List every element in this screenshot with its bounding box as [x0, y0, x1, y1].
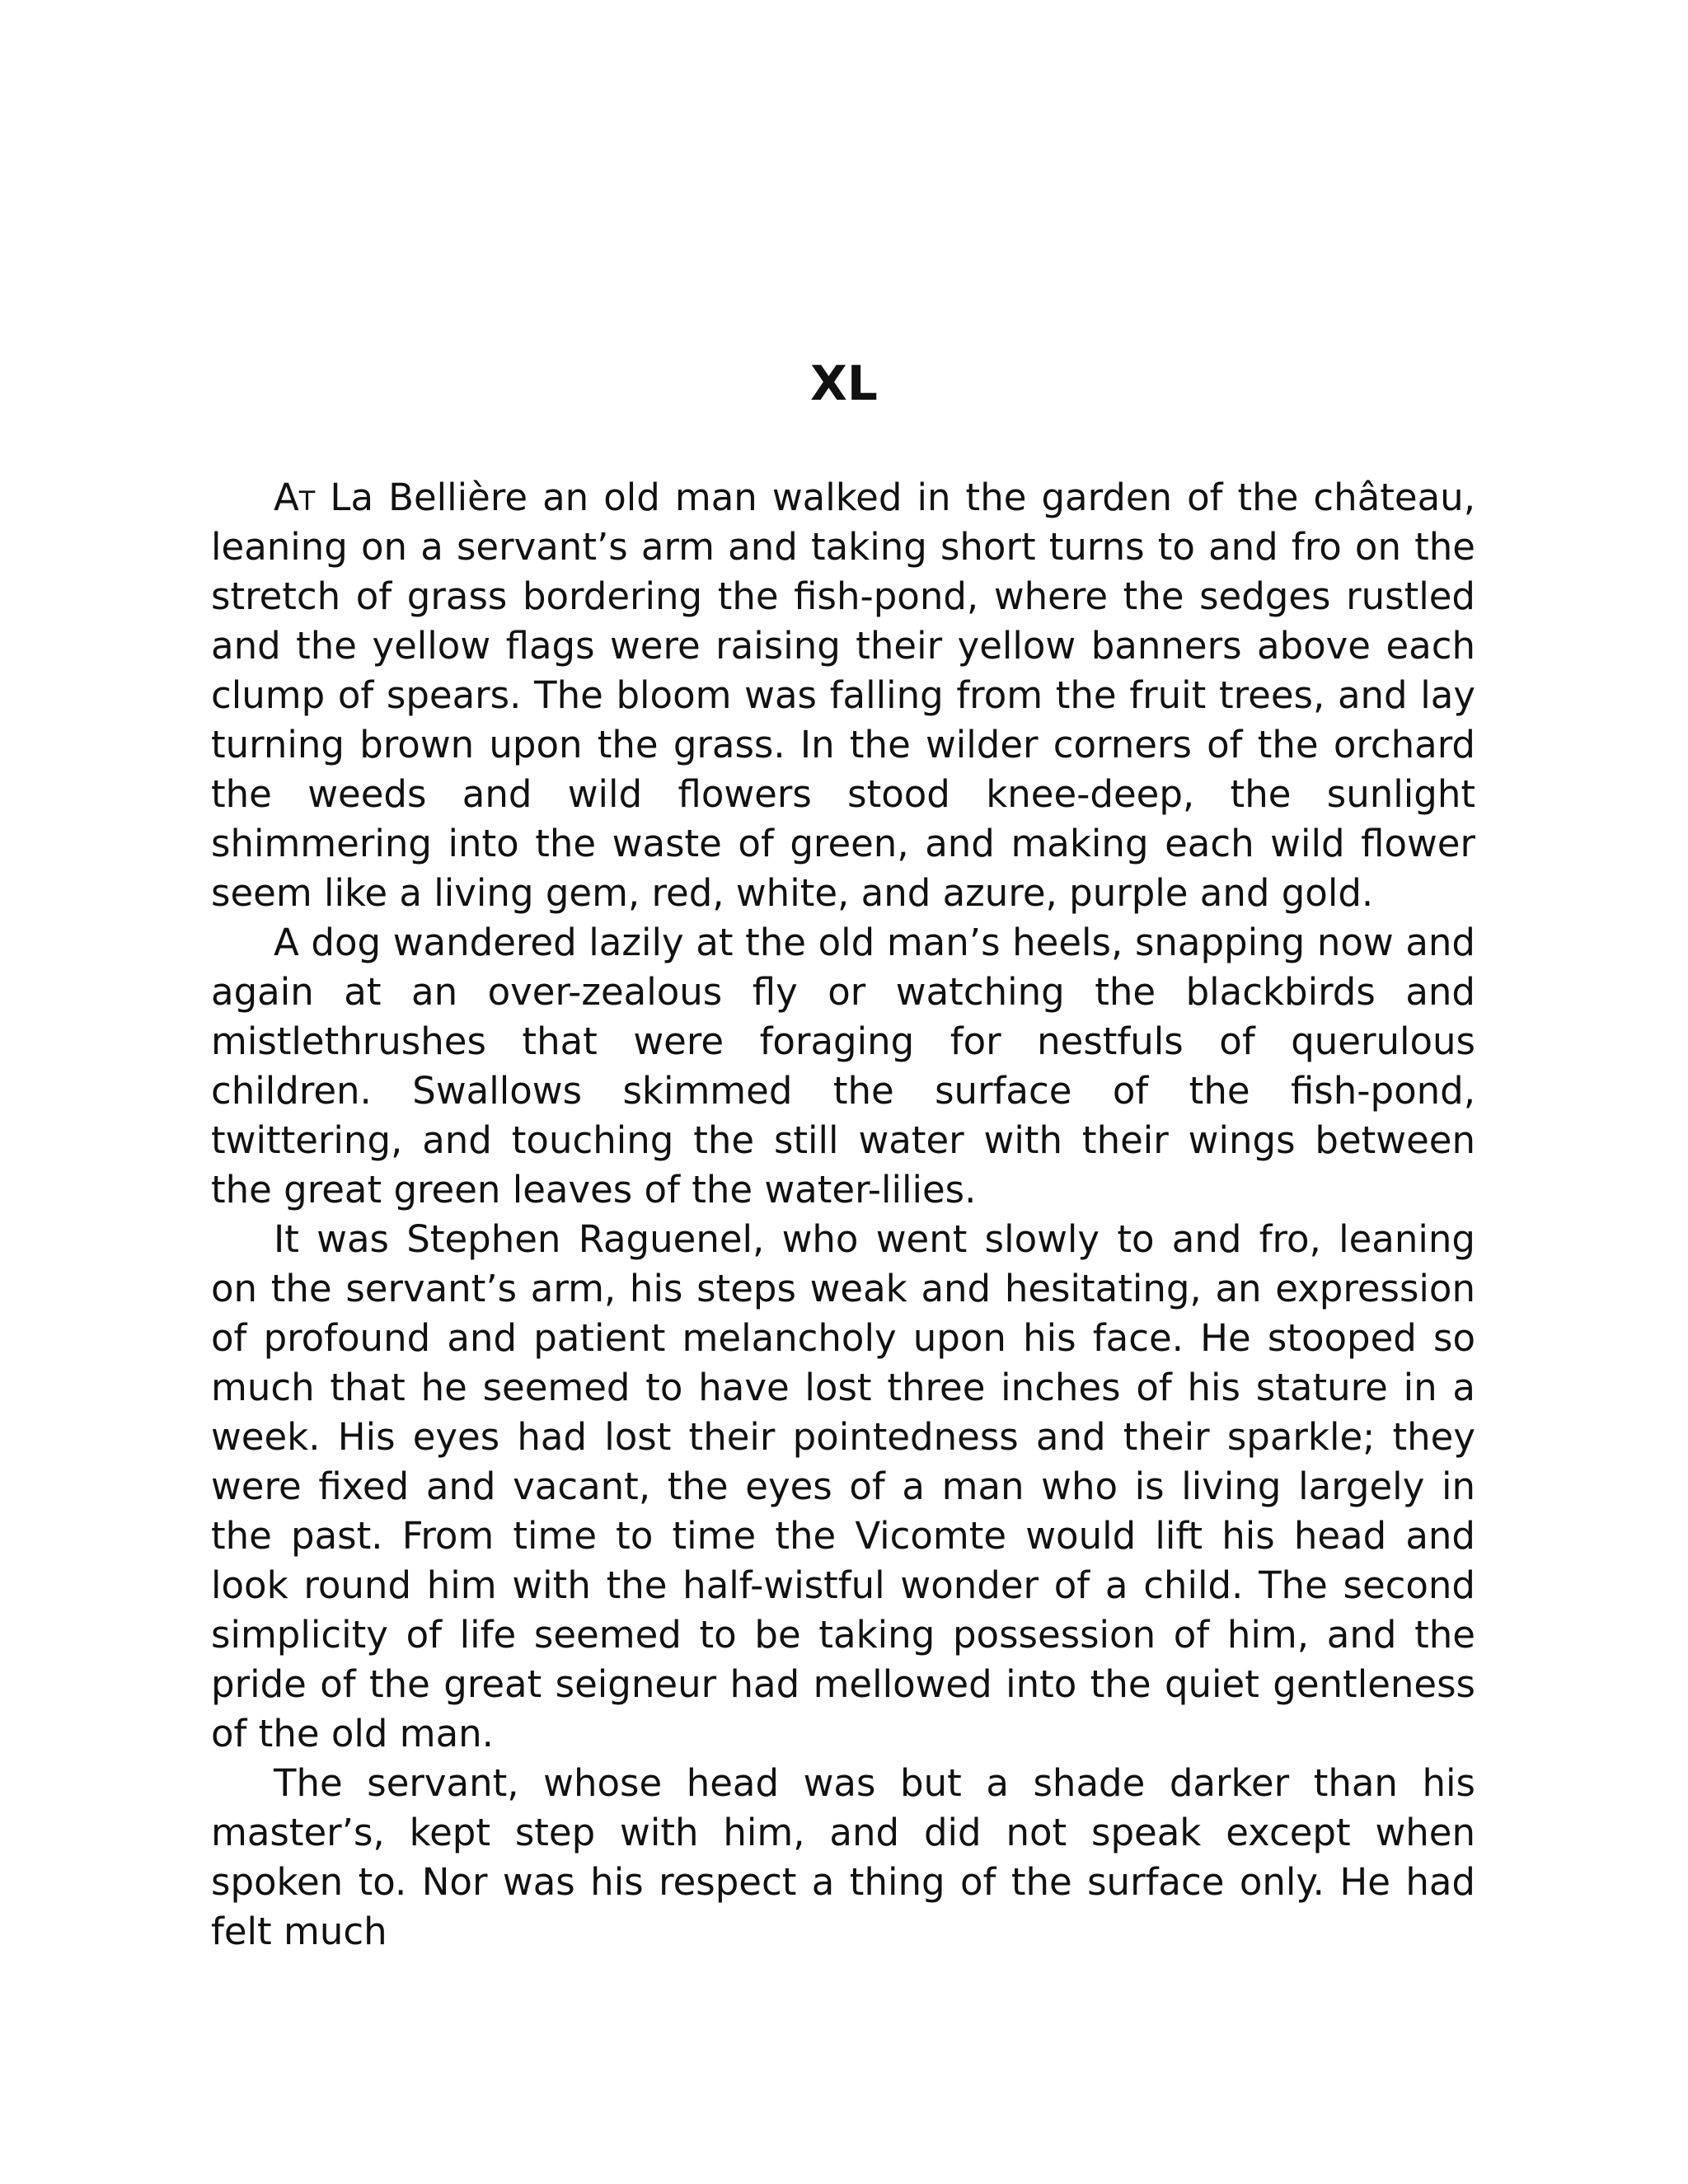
paragraph-1-text: La Bellière an old man walked in the garden of the château, leaning on a servant’s arm and taking short turns to and fro on the stretch of grass bordering the fish-pond, where the sedges rustled and the yellow flags were raising their yellow banners above each clump of spears. The bloom was falling from the fruit trees, and lay turning brown upon the grass. In the wilder corners of the orchard the weeds and wild flowers stood knee-deep, the sunlight shimmering into the waste of green, and making each wild flower seem like a living gem, red, white, and azure, purple and gold.: [211, 476, 1475, 915]
paragraph-lead-small-caps: At: [274, 476, 316, 519]
paragraph-3: It was Stephen Raguenel, who went slowly to and fro, leaning on the servant’s arm, his steps weak and hesitating, an expression of profound and patient melancholy upon his face. He stooped so much that he seemed to have lost three inches of his stature in a week. His eyes had lost their pointedness and their sparkle; they were fixed and vacant, the eyes of a man who is living largely in the past. From time to time the Vicomte would lift his head and look round him with the half-wistful wonder of a child. The second simplicity of life seemed to be taking possession of him, and the pride of the great seigneur had mellowed into the quiet gentleness of the old man.: [211, 1217, 1475, 1755]
paragraph-2: A dog wandered lazily at the old man’s heels, snapping now and again at an over-zealous fly or watching the blackbirds and mistlethrushes that were foraging for nestfuls of querulous children. Swallows skimmed the surface of the fish-pond, twittering, and touching the still water with their wings between the great green leaves of the water-lilies.: [211, 921, 1475, 1212]
paragraph-1: [211, 473, 1475, 918]
chapter-body: [211, 473, 1475, 1957]
chapter-heading: XL: [810, 355, 878, 411]
paragraph-4: The servant, whose head was but a shade darker than his master’s, kept step with him, and did not speak except when spoken to. Nor was his respect a thing of the surface only. He had felt much: [211, 1761, 1475, 1953]
